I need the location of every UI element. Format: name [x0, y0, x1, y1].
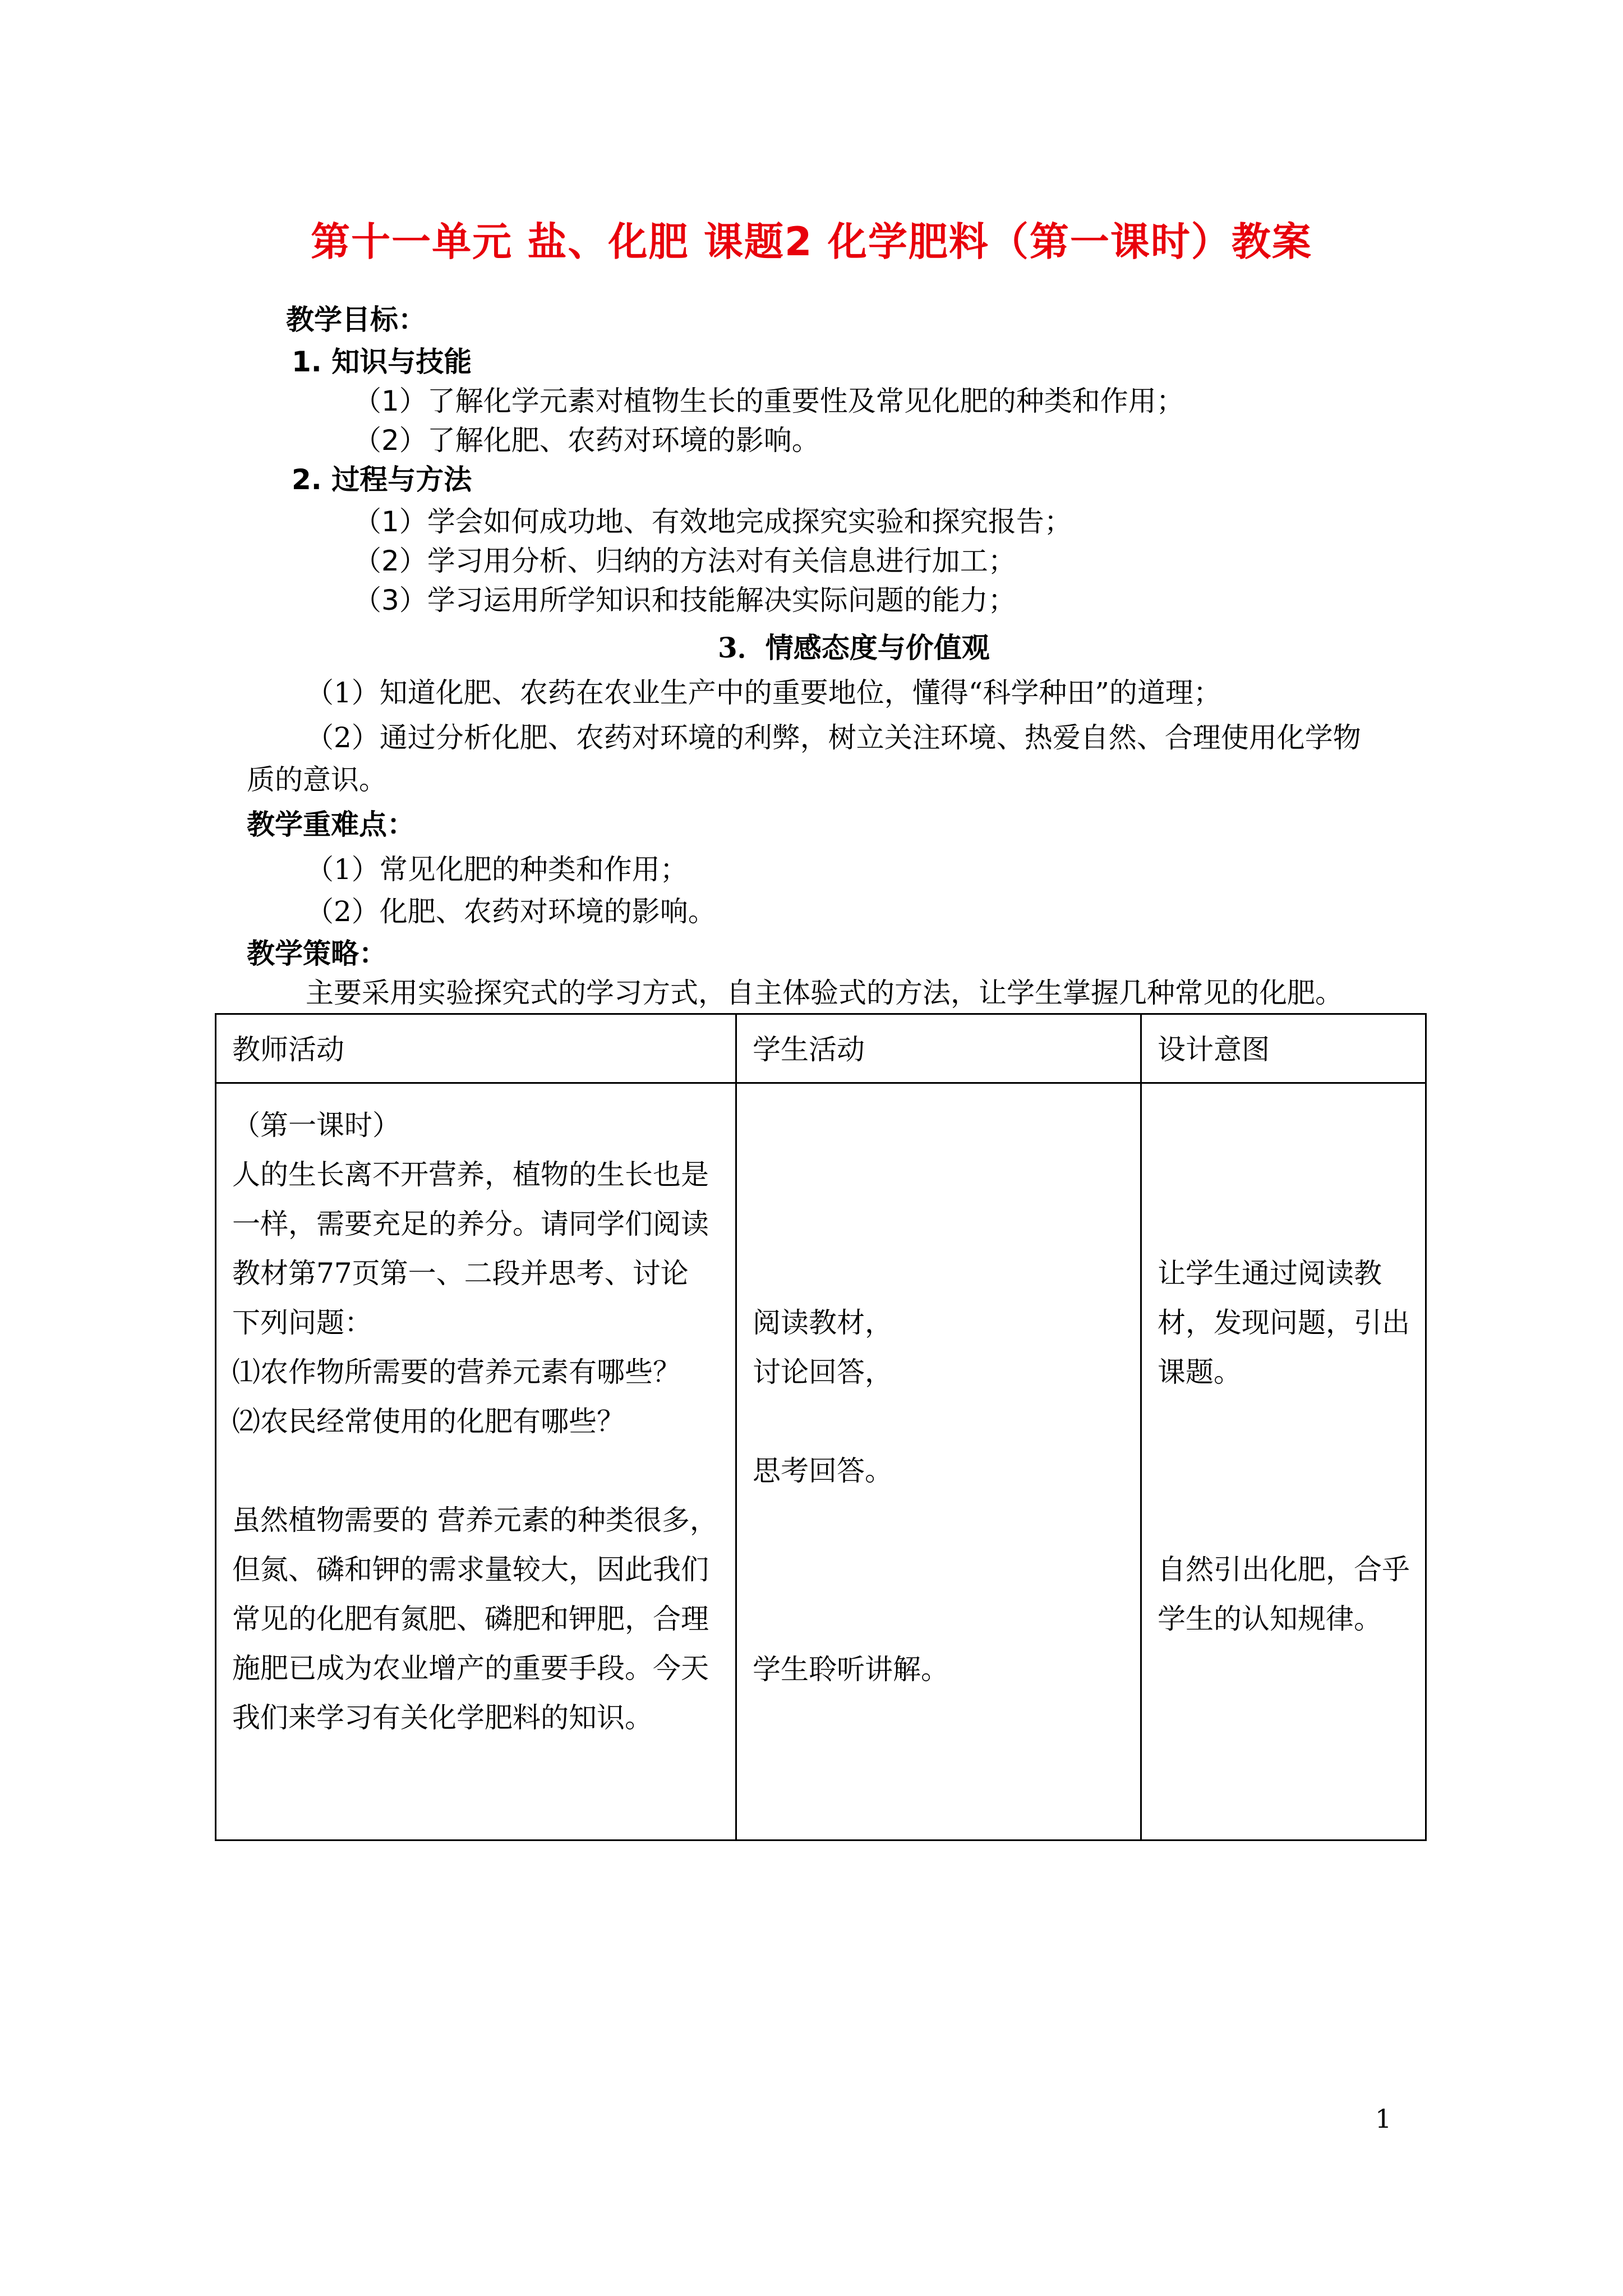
teacher-activity-cell — [216, 1083, 736, 1841]
design-intent-cell — [1141, 1083, 1426, 1841]
section-attitude-heading: 3．情感态度与价值观 — [718, 631, 990, 664]
objective-item: （3）学习运用所学知识和技能解决实际问题的能力； — [353, 584, 1016, 616]
header-teacher-activity: 教师活动 — [216, 1014, 736, 1083]
student-activity: 学生聆听讲解。 — [753, 1653, 949, 1686]
intent-line: 让学生通过阅读教 — [1158, 1257, 1382, 1290]
attitude-item-continued: 质的意识。 — [247, 763, 387, 796]
teacher-line: 下列问题： — [232, 1306, 372, 1339]
page-title: 第十一单元 盐、化肥 课题2 化学肥料（第一课时）教案 — [311, 219, 1312, 265]
header-design-intent: 设计意图 — [1141, 1014, 1426, 1083]
objectives-heading: 教学目标： — [286, 303, 426, 336]
student-activity: 阅读教材， — [753, 1306, 893, 1339]
key-point-item: （1）常见化肥的种类和作用； — [306, 853, 688, 886]
teacher-line: 但氮、磷和钾的需求量较大，因此我们 — [232, 1553, 709, 1586]
student-activity: 讨论回答， — [753, 1356, 893, 1388]
attitude-item: （1）知道化肥、农药在农业生产中的重要地位，懂得“科学种田”的道理； — [306, 677, 1221, 709]
strategy-heading: 教学策略： — [247, 937, 387, 970]
teacher-line: （第一课时） — [232, 1109, 400, 1142]
strategy-text: 主要采用实验探究式的学习方式，自主体验式的方法，让学生掌握几种常见的化肥。 — [306, 977, 1343, 1009]
teacher-line: 一样，需要充足的养分。请同学们阅读 — [232, 1208, 709, 1240]
teacher-question: ⑴农作物所需要的营养元素有哪些？ — [232, 1356, 681, 1388]
objective-item: （1）了解化学元素对植物生长的重要性及常见化肥的种类和作用； — [353, 385, 1184, 417]
intent-line: 学生的认知规律。 — [1158, 1603, 1382, 1635]
attitude-item: （2）通过分析化肥、农药对环境的利弊，树立关注环境、热爱自然、合理使用化学物 — [306, 721, 1361, 754]
table-header-row — [216, 1014, 1426, 1083]
section-knowledge-heading: 1. 知识与技能 — [292, 346, 472, 378]
teacher-line: 人的生长离不开营养，植物的生长也是 — [232, 1158, 709, 1191]
teacher-line: 我们来学习有关化学肥料的知识。 — [232, 1701, 653, 1734]
intent-line: 自然引出化肥，合乎 — [1158, 1553, 1410, 1586]
student-activity: 思考回答。 — [753, 1455, 893, 1487]
teacher-line: 虽然植物需要的 营养元素的种类很多， — [232, 1504, 718, 1536]
section-process-heading: 2. 过程与方法 — [292, 463, 472, 496]
lesson-plan-table — [215, 1013, 1427, 1841]
objective-item: （2）学习用分析、归纳的方法对有关信息进行加工； — [353, 545, 1016, 577]
teacher-line: 施肥已成为农业增产的重要手段。今天 — [232, 1652, 709, 1685]
objective-item: （2）了解化肥、农药对环境的影响。 — [353, 424, 820, 457]
table-row — [216, 1083, 1426, 1841]
teacher-line: 常见的化肥有氮肥、磷肥和钾肥，合理 — [232, 1603, 709, 1635]
intent-line: 课题。 — [1158, 1356, 1242, 1388]
header-student-activity: 学生活动 — [736, 1014, 1141, 1083]
page-number: 1 — [1375, 2104, 1392, 2134]
teacher-question: ⑵农民经常使用的化肥有哪些？ — [232, 1405, 625, 1438]
objective-item: （1）学会如何成功地、有效地完成探究实验和探究报告； — [353, 505, 1072, 538]
intent-line: 材，发现问题，引出 — [1158, 1306, 1410, 1339]
key-point-item: （2）化肥、农药对环境的影响。 — [306, 895, 716, 928]
key-points-heading: 教学重难点： — [247, 808, 415, 841]
student-activity-cell — [736, 1083, 1141, 1841]
teacher-line: 教材第77页第一、二段并思考、讨论 — [232, 1257, 689, 1290]
